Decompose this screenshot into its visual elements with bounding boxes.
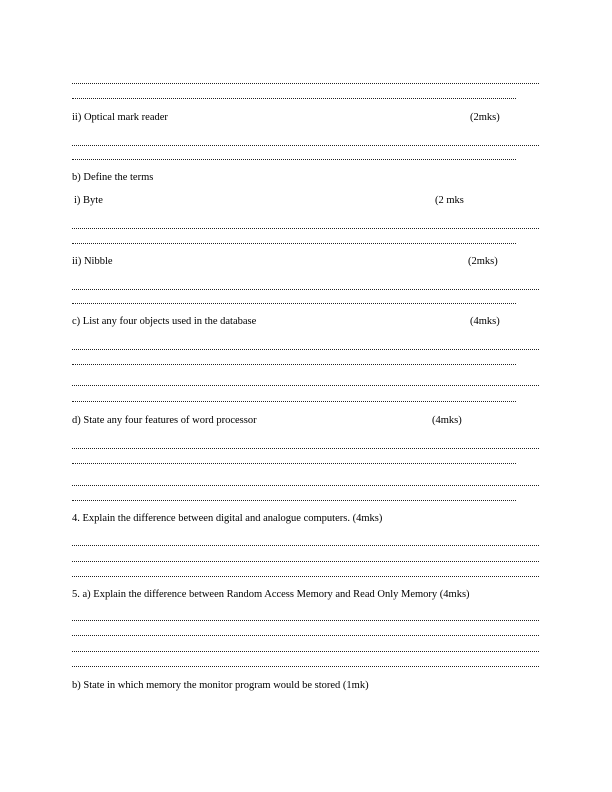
answer-line[interactable] <box>72 442 539 449</box>
question-marks: (2mks) <box>468 256 498 267</box>
answer-line[interactable] <box>72 139 539 146</box>
answer-line[interactable] <box>72 660 539 667</box>
answer-line[interactable] <box>72 479 539 486</box>
answer-line[interactable] <box>72 237 516 244</box>
answer-line[interactable] <box>72 297 516 304</box>
answer-line[interactable] <box>72 92 516 99</box>
question-label: d) State any four features of word processor <box>72 415 257 426</box>
answer-line[interactable] <box>72 153 516 160</box>
question-marks: (4mks) <box>432 415 462 426</box>
question-marks: (2mks) <box>470 112 500 123</box>
answer-line[interactable] <box>72 614 539 621</box>
answer-line[interactable] <box>72 457 516 464</box>
answer-line[interactable] <box>72 570 539 577</box>
answer-line[interactable] <box>72 395 516 402</box>
question-label: b) Define the terms <box>72 172 154 183</box>
question-marks: (2 mks <box>435 195 464 206</box>
answer-line[interactable] <box>72 494 516 501</box>
answer-line[interactable] <box>72 539 539 546</box>
question-label: c) List any four objects used in the database <box>72 316 257 327</box>
question-label: 5. a) Explain the difference between Random Access Memory and Read Only Memory (4mks) <box>72 589 470 600</box>
answer-line[interactable] <box>72 343 539 350</box>
answer-line[interactable] <box>72 555 539 562</box>
question-label: 4. Explain the difference between digital and analogue computers. (4mks) <box>72 513 383 524</box>
question-marks: (4mks) <box>470 316 500 327</box>
question-label: ii) Optical mark reader <box>72 112 168 123</box>
answer-line[interactable] <box>72 283 539 290</box>
answer-line[interactable] <box>72 379 539 386</box>
question-label: i) Byte <box>74 195 103 206</box>
answer-line[interactable] <box>72 629 539 636</box>
question-label: b) State in which memory the monitor program would be stored (1mk) <box>72 680 369 691</box>
question-label: ii) Nibble <box>72 256 113 267</box>
answer-line[interactable] <box>72 358 516 365</box>
answer-line[interactable] <box>72 77 539 84</box>
answer-line[interactable] <box>72 645 539 652</box>
answer-line[interactable] <box>72 222 539 229</box>
